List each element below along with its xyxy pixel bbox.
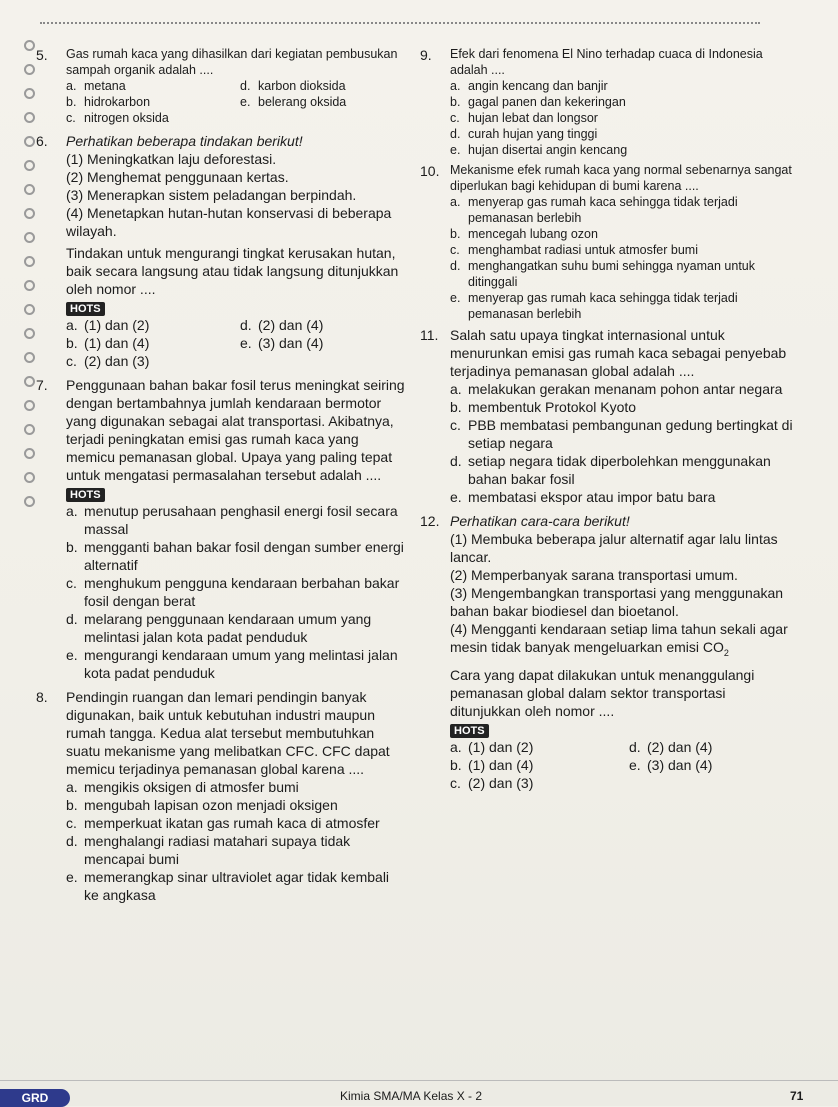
question-12 — [420, 512, 800, 792]
option-c[interactable]: c. (2) dan (3) — [450, 774, 534, 791]
hots-badge: HOTS — [66, 488, 105, 502]
option-c[interactable]: c. (2) dan (3) — [66, 353, 150, 369]
option-a[interactable]: a. (1) dan (2) — [450, 738, 534, 755]
statement-1: (1) Membuka beberapa jalur alternatif agar lalu lintas lancar. — [450, 531, 778, 565]
option-b[interactable]: b. gagal panen dan kekeringan — [450, 95, 626, 109]
option-e[interactable]: e. belerang oksida — [240, 95, 347, 109]
option-d[interactable]: d. melarang penggunaan kendaraan umum yang melintasi jalan kota padat penduduk — [66, 611, 372, 645]
hots-badge: HOTS — [66, 302, 105, 316]
option-b[interactable]: b. membentuk Protokol Kyoto — [450, 399, 637, 415]
question-11 — [420, 326, 800, 506]
question-6 — [36, 132, 406, 370]
question-number: 6. — [36, 133, 48, 149]
option-a[interactable]: a. mengikis oksigen di atmosfer bumi — [66, 779, 299, 795]
option-c[interactable]: c. nitrogen oksida — [66, 111, 169, 125]
option-c[interactable]: c. memperkuat ikatan gas rumah kaca di atmosfer — [66, 815, 380, 831]
option-e[interactable]: e. membatasi ekspor atau impor batu bara — [450, 489, 716, 505]
options — [450, 738, 800, 792]
question-number: 7. — [36, 377, 48, 393]
publisher-logo: GRD — [0, 1089, 70, 1107]
question-stem: Perhatikan beberapa tindakan berikut! — [66, 133, 303, 149]
question-10 — [420, 162, 800, 322]
option-d[interactable]: d. menghangatkan suhu bumi sehingga nyaman untuk ditinggali — [450, 259, 756, 289]
question-stem: Perhatikan cara-cara berikut! — [450, 513, 630, 529]
question-stem: Efek dari fenomena El Nino terhadap cuaca di Indonesia adalah .... — [450, 47, 763, 77]
statement-4: (4) Mengganti kendaraan setiap lima tahun sekali agar mesin tidak banyak mengeluarkan emisi $CO_2$ — [450, 621, 788, 658]
option-d[interactable]: d. (2) dan (4) — [629, 738, 713, 755]
hots-badge: HOTS — [450, 724, 489, 738]
option-b[interactable]: b. mengubah lapisan ozon menjadi oksigen — [66, 797, 338, 813]
option-e[interactable]: e. menyerap gas rumah kaca sehingga tidak terjadi pemanasan berlebih — [450, 291, 738, 321]
left-column — [36, 46, 406, 906]
question-stem: Mekanisme efek rumah kaca yang normal sebenarnya sangat diperlukan bagi kehidupan di bumi karena .... — [450, 163, 792, 193]
question-number: 10. — [420, 163, 440, 179]
question-number: 9. — [420, 47, 432, 63]
question-prompt: Tindakan untuk mengurangi tingkat kerusakan hutan, baik secara langsung atau tidak langsung ditunjukkan oleh nomor .... — [66, 245, 399, 297]
option-a[interactable]: a. melakukan gerakan menanam pohon antar negara — [450, 381, 783, 397]
question-5 — [36, 46, 406, 126]
statement-1: (1) Meningkatkan laju deforestasi. — [66, 151, 277, 167]
option-d[interactable]: d. (2) dan (4) — [240, 317, 324, 333]
question-8 — [36, 688, 406, 904]
question-number: 5. — [36, 47, 48, 63]
page-number: 71 — [790, 1089, 804, 1103]
option-d[interactable]: d. menghalangi radiasi matahari supaya tidak mencapai bumi — [66, 833, 351, 867]
option-a[interactable]: a. (1) dan (2) — [66, 317, 150, 333]
question-stem: Penggunaan bahan bakar fosil terus meningkat seiring dengan bertambahnya jumlah kendaraan bermotor yang digunakan sebagai alat transportasi. Akibatnya, terjadi peningkatan emisi gas rumah kaca yang memicu pemanasan global. Upaya yang paling tepat untuk mengatasi permasalahan tersebut adalah .... HOTS — [66, 377, 405, 501]
statement-3: (3) Mengembangkan transportasi yang menggunakan bahan bakar biodiesel dan bioetanol. — [450, 585, 784, 619]
option-e[interactable]: e. mengurangi kendaraan umum yang melintasi jalan kota padat penduduk — [66, 647, 398, 681]
page-footer — [0, 1080, 838, 1107]
options — [66, 78, 406, 126]
statement-2: (2) Menghemat penggunaan kertas. — [66, 169, 289, 185]
question-number: 8. — [36, 689, 48, 705]
question-9 — [420, 46, 800, 158]
option-d[interactable]: d. curah hujan yang tinggi — [450, 127, 598, 141]
question-number: 11. — [420, 327, 439, 343]
question-number: 12. — [420, 513, 440, 529]
right-column — [420, 46, 800, 794]
option-a[interactable]: a. angin kencang dan banjir — [450, 79, 608, 93]
question-stem: Pendingin ruangan dan lemari pendingin banyak digunakan, baik untuk kebutuhan industri maupun rumah tangga. Kedua alat tersebut membutuhkan suatu mekanisme yang melibatkan CFC. CFC dapat memicu terjadinya pemanasan global karena .... — [66, 689, 390, 777]
option-b[interactable]: b. mencegah lubang ozon — [450, 227, 598, 241]
option-e[interactable]: e. memerangkap sinar ultraviolet agar tidak kembali ke angkasa — [66, 869, 390, 903]
question-stem: Salah satu upaya tingkat internasional untuk menurunkan emisi gas rumah kaca sebagai penyebab terjadinya pemanasan global adalah .... — [450, 327, 787, 379]
question-stem: Gas rumah kaca yang dihasilkan dari kegiatan pembusukan sampah organik adalah .... — [66, 47, 398, 77]
option-c[interactable]: c. menghukum pengguna kendaraan berbahan bakar fosil dengan berat — [66, 575, 400, 609]
spiral-binding — [22, 40, 36, 540]
book-title: Kimia SMA/MA Kelas X - 2 — [340, 1089, 483, 1103]
question-7 — [36, 376, 406, 682]
options — [66, 316, 406, 370]
option-e[interactable]: e. hujan disertai angin kencang — [450, 143, 628, 157]
option-c[interactable]: c. hujan lebat dan longsor — [450, 111, 598, 125]
top-binding-dots — [40, 22, 760, 26]
option-e[interactable]: e. (3) dan (4) — [240, 335, 324, 351]
option-b[interactable]: b. mengganti bahan bakar fosil dengan sumber energi alternatif — [66, 539, 404, 573]
option-d[interactable]: d. setiap negara tidak diperbolehkan menggunakan bahan bakar fosil — [450, 453, 771, 487]
option-b[interactable]: b. (1) dan (4) — [66, 335, 150, 351]
option-a[interactable]: a. metana — [66, 79, 126, 93]
statement-3: (3) Menerapkan sistem peladangan berpindah. — [66, 187, 357, 203]
option-b[interactable]: b. hidrokarbon — [66, 95, 151, 109]
option-e[interactable]: e. (3) dan (4) — [629, 756, 713, 773]
statement-4: (4) Menetapkan hutan-hutan konservasi di beberapa wilayah. — [66, 205, 392, 239]
question-prompt: Cara yang dapat dilakukan untuk menanggulangi pemanasan global dalam sektor transportasi ditunjukkan oleh nomor .... — [450, 666, 755, 719]
option-d[interactable]: d. karbon dioksida — [240, 79, 346, 93]
option-c[interactable]: c. PBB membatasi pembangunan gedung bertingkat di setiap negara — [450, 417, 793, 451]
option-c[interactable]: c. menghambat radiasi untuk atmosfer bumi — [450, 243, 698, 257]
statement-2: (2) Memperbanyak sarana transportasi umum. — [450, 567, 738, 583]
option-a[interactable]: a. menyerap gas rumah kaca sehingga tidak terjadi pemanasan berlebih — [450, 195, 738, 225]
option-a[interactable]: a. menutup perusahaan penghasil energi fosil secara massal — [66, 503, 398, 537]
option-b[interactable]: b. (1) dan (4) — [450, 756, 534, 773]
